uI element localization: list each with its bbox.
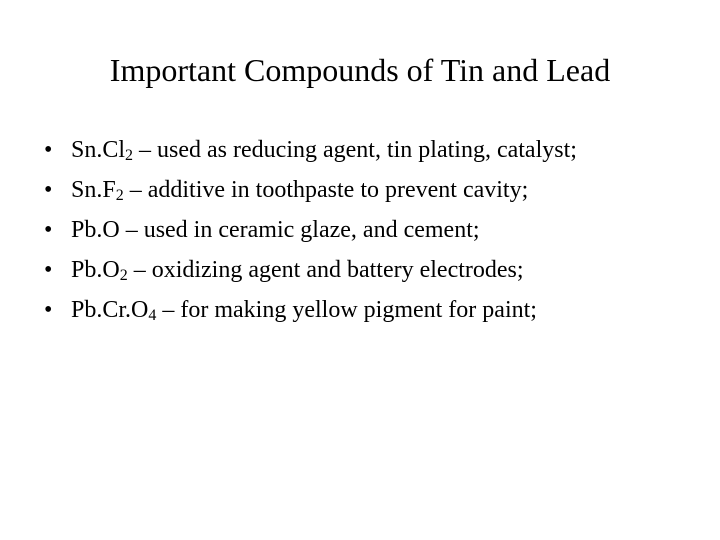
- bullet-dot-icon: •: [44, 297, 53, 323]
- formula-subscript: 2: [119, 267, 128, 284]
- bullet-text: [71, 250, 524, 290]
- formula-part: Pb.Cr.O: [71, 297, 149, 323]
- bullet-text: [71, 130, 577, 170]
- bullet-dot-icon: •: [44, 177, 53, 203]
- bullet-description: – for making yellow pigment for paint;: [156, 297, 537, 323]
- formula-part: Pb.O: [71, 257, 120, 283]
- formula-part: Sn.F: [71, 177, 116, 203]
- formula-subscript: 2: [115, 187, 124, 204]
- bullet-text: [71, 210, 480, 250]
- bullet-text: [71, 290, 537, 330]
- bullet-dot-icon: •: [44, 217, 53, 243]
- slide-title: Important Compounds of Tin and Lead: [109, 52, 611, 88]
- bullet-text: [71, 170, 528, 210]
- bullet-description: – oxidizing agent and battery electrodes;: [127, 257, 524, 283]
- formula-part: Pb.O: [71, 217, 120, 243]
- bullet-description: – used as reducing agent, tin plating, catalyst;: [133, 137, 577, 163]
- bullet-description: – additive in toothpaste to prevent cavity;: [123, 177, 529, 203]
- formula-part: Sn.Cl: [71, 137, 126, 163]
- bullet-dot-icon: •: [44, 257, 53, 283]
- bullet-description: – used in ceramic glaze, and cement;: [119, 217, 480, 243]
- formula-subscript: 2: [125, 147, 134, 164]
- bullet-dot-icon: •: [44, 137, 53, 163]
- formula-subscript: 4: [148, 307, 157, 324]
